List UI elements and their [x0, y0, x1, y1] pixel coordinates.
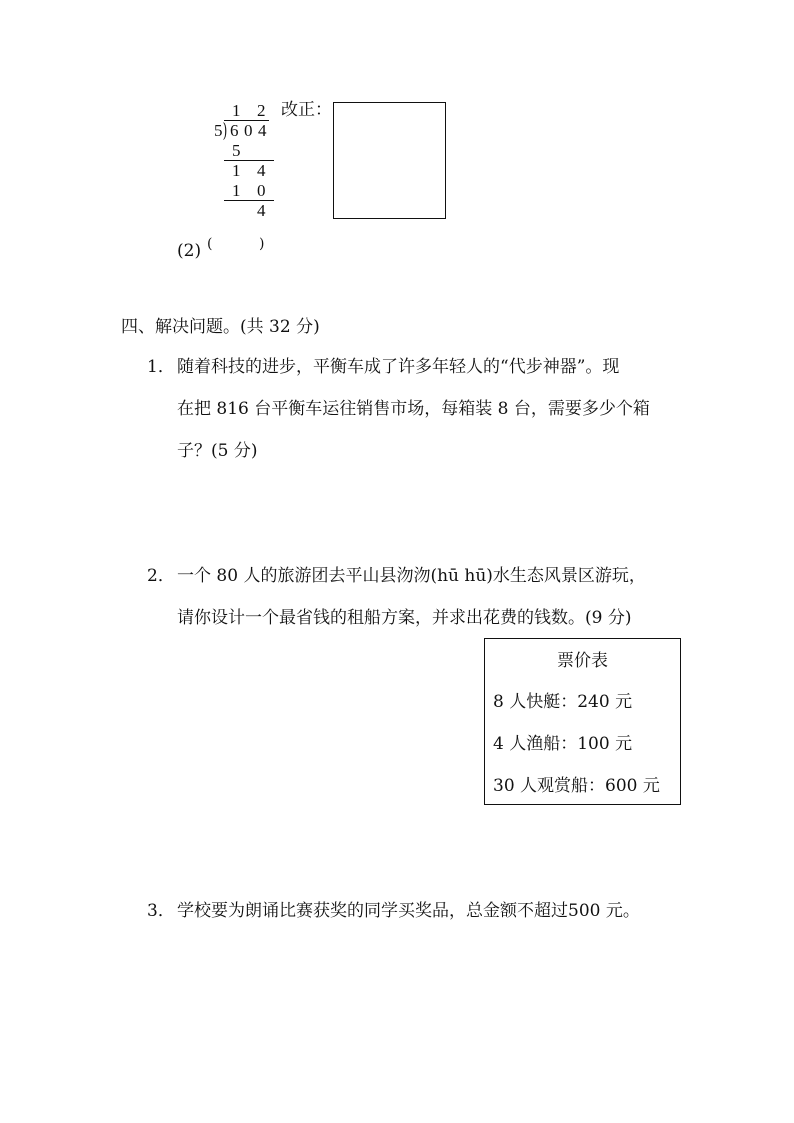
sub-item-label: (2) [177, 241, 202, 261]
remainder-digit: 4 [257, 201, 266, 220]
step-digit: 5 [232, 141, 241, 160]
division-bracket: ) [222, 118, 228, 142]
problem-number: 2． [147, 566, 175, 586]
step-digit: 4 [257, 161, 266, 180]
price-table-title: 票价表 [557, 651, 608, 671]
correction-answer-box[interactable] [333, 102, 446, 219]
correction-label: 改正： [281, 100, 332, 120]
paren-close: ) [259, 236, 265, 252]
dividend-digit: 4 [258, 121, 267, 140]
step-line [224, 200, 274, 201]
dividend-digit: 6 [230, 121, 239, 140]
problem-text-line: 在把 816 台平衡车运往销售市场，每箱装 8 台，需要多少个箱 [177, 399, 650, 419]
problem-number: 3． [147, 901, 175, 921]
quotient-digit: 1 [232, 101, 241, 120]
divisor: 5 [214, 121, 223, 140]
quotient-digit: 2 [257, 101, 266, 120]
section-heading: 四、解决问题。(共 32 分) [121, 317, 320, 337]
dividend-digit: 0 [244, 121, 253, 140]
problem-text-line: 请你设计一个最省钱的租船方案，并求出花费的钱数。(9 分) [177, 608, 632, 628]
price-table-row: 8 人快艇：240 元 [493, 692, 633, 712]
step-digit: 1 [232, 161, 241, 180]
problem-text-line: 学校要为朗诵比赛获奖的同学买奖品，总金额不超过500 元。 [177, 901, 640, 921]
problem-text-line: 一个 80 人的旅游团去平山县沕沕(hū hū)水生态风景区游玩， [177, 566, 646, 586]
problem-text-line: 子？(5 分) [177, 441, 258, 461]
problem-text-line: 随着科技的进步，平衡车成了许多年轻人的“代步神器”。现 [177, 357, 620, 377]
price-table [484, 638, 681, 805]
step-digit: 1 [232, 181, 241, 200]
step-digit: 0 [257, 181, 266, 200]
problem-number: 1． [147, 357, 175, 377]
paren-open: ( [207, 236, 213, 252]
price-table-row: 4 人渔船：100 元 [493, 734, 633, 754]
price-table-row: 30 人观赏船：600 元 [493, 776, 660, 796]
